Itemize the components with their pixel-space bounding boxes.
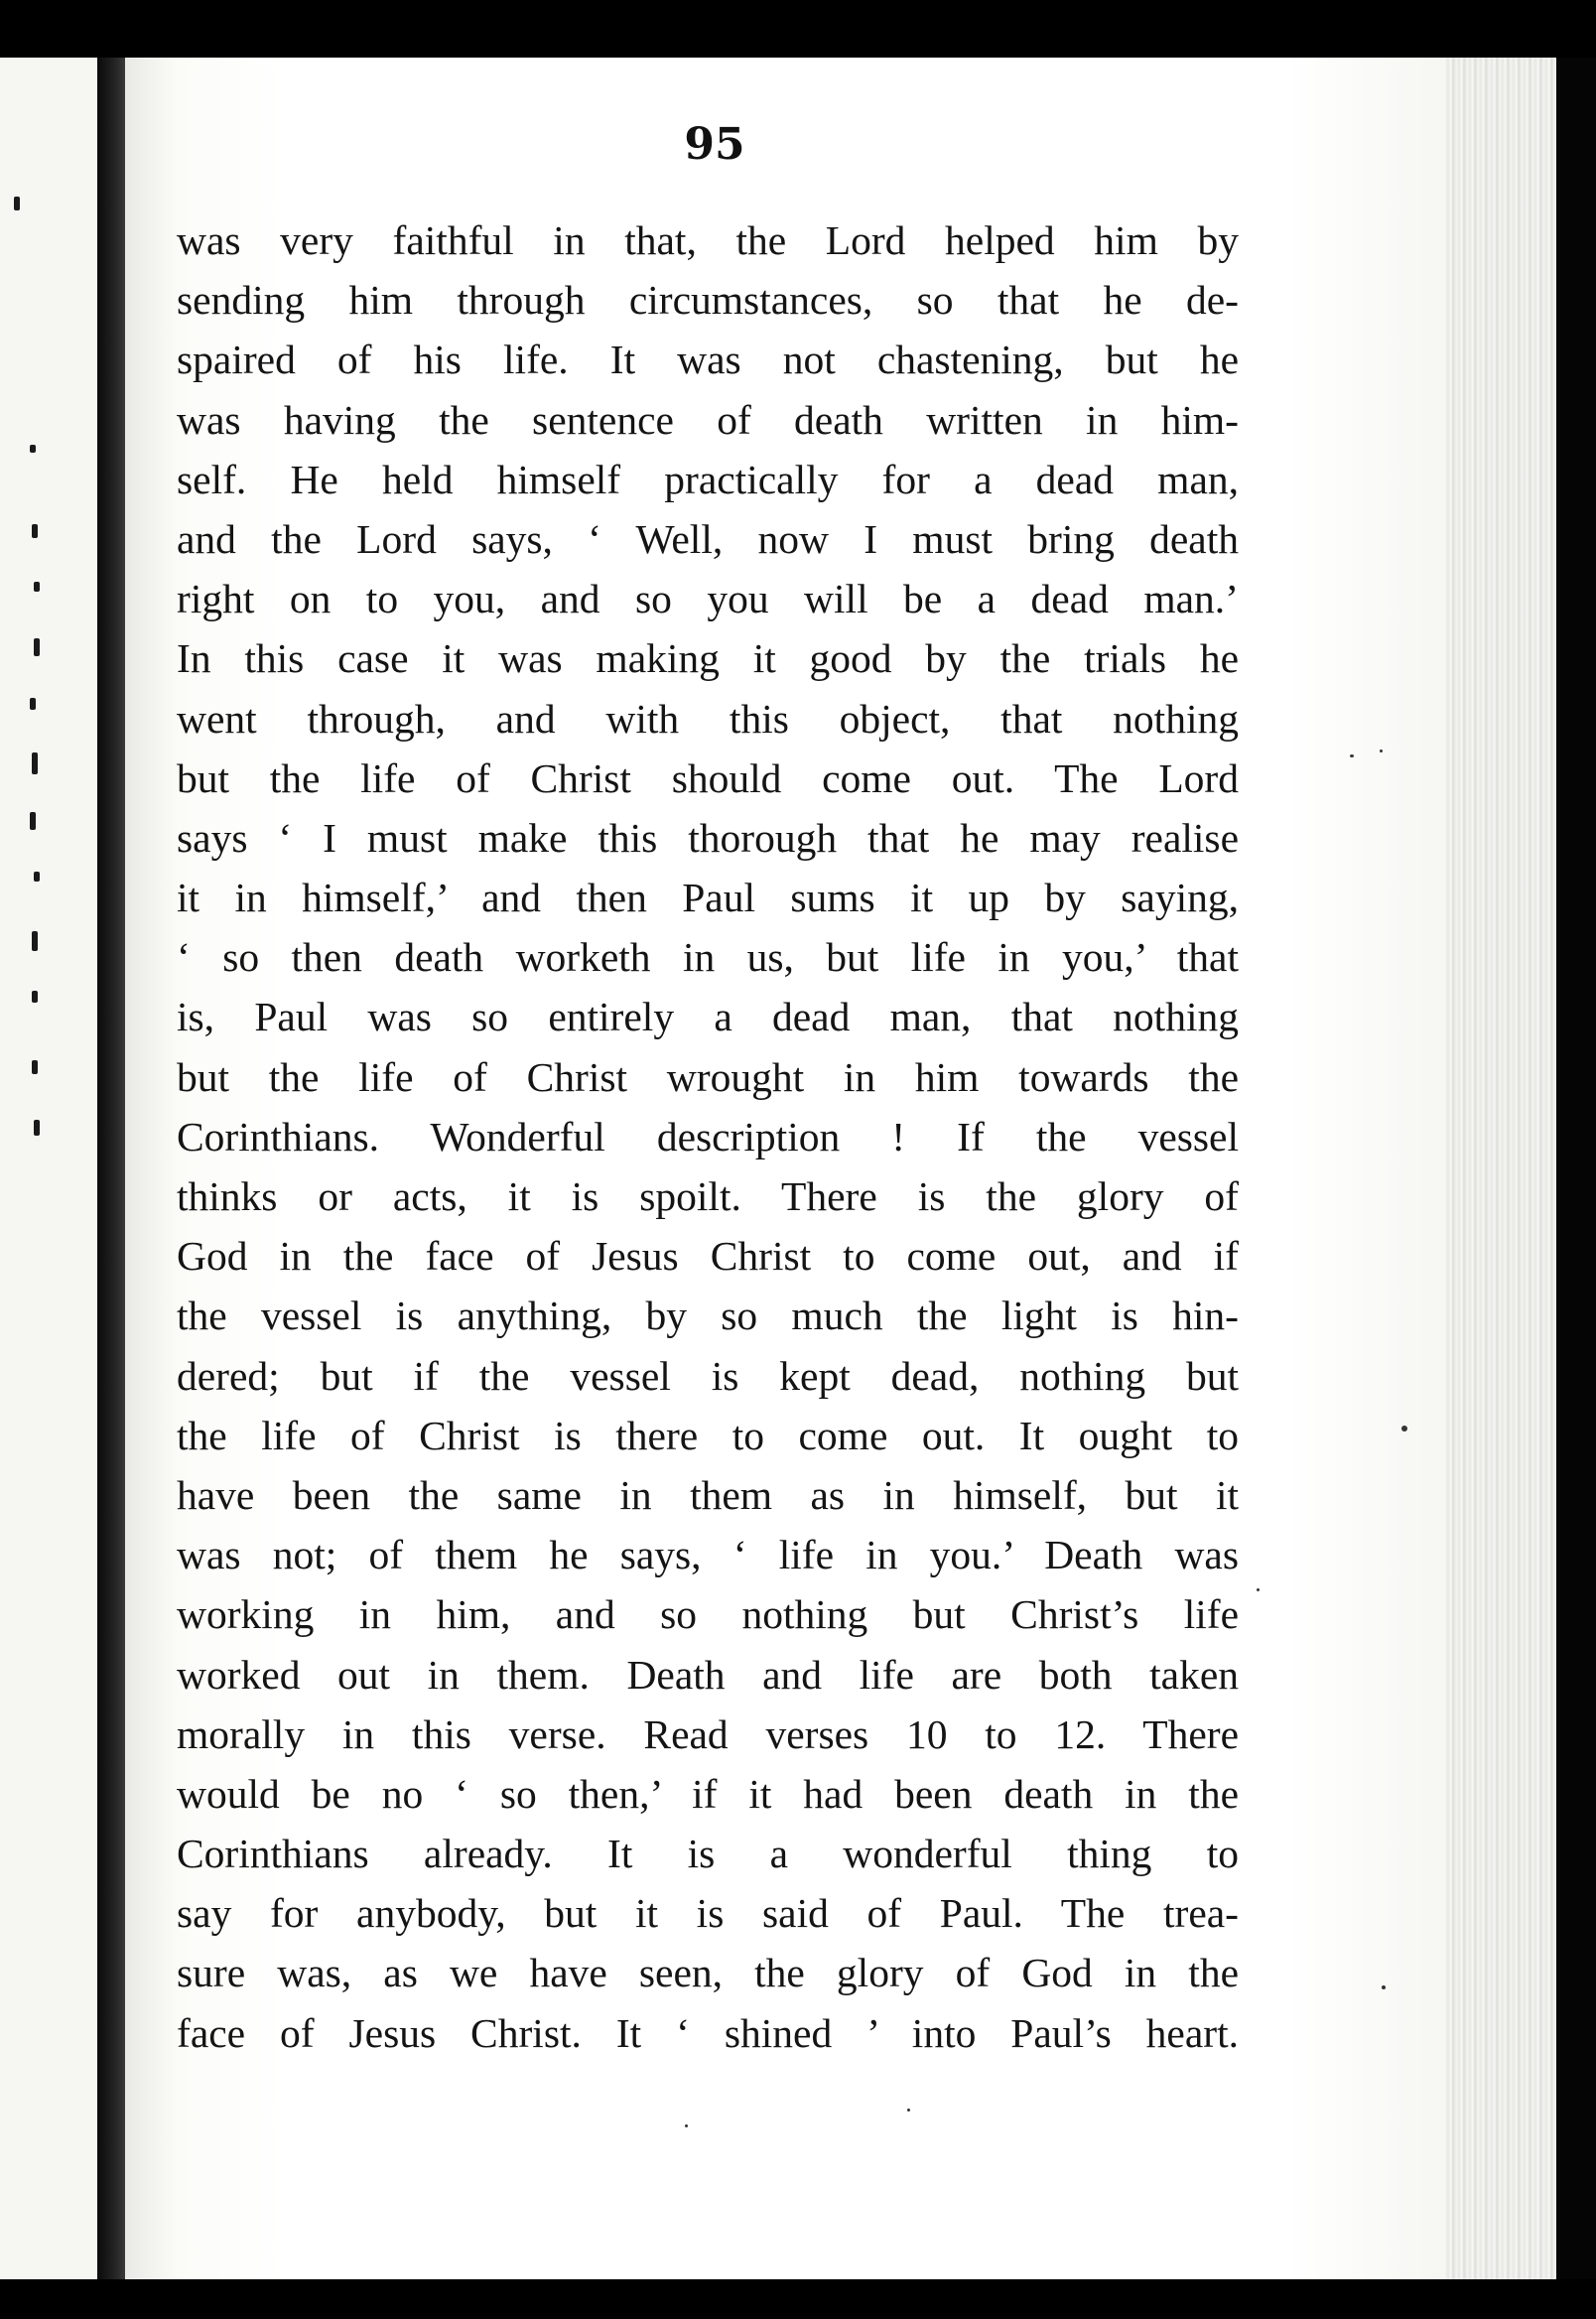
text-line: ‘ so then death worketh in us, but life in you,’ that xyxy=(177,934,1239,981)
text-line: spaired of his life. It was not chastening, but he xyxy=(177,337,1239,383)
text-line: right on to you, and so you will be a dead man.’ xyxy=(177,576,1239,622)
scan-speck xyxy=(1380,750,1383,752)
text-line: In this case it was making it good by the trials he xyxy=(177,635,1239,682)
text-line: working in him, and so nothing but Christ’s life xyxy=(177,1591,1239,1638)
scan-speck xyxy=(685,2124,688,2127)
text-line: would be no ‘ so then,’ if it had been death in the xyxy=(177,1770,1239,1817)
text-line: Corinthians already. It is a wonderful thing to xyxy=(177,1831,1239,1877)
text-line: was having the sentence of death written in him- xyxy=(177,396,1239,443)
text-line: say for anybody, but it is said of Paul. The trea- xyxy=(177,1890,1239,1937)
text-line: the life of Christ is there to come out. It ought to xyxy=(177,1412,1239,1458)
text-line: says ‘ I must make this thorough that he may realise xyxy=(177,814,1239,861)
stacked-page-edges xyxy=(1445,58,1556,2279)
text-line: and the Lord says, ‘ Well, now I must bring death xyxy=(177,515,1239,562)
scan-speck xyxy=(1257,1588,1260,1591)
text-line: God in the face of Jesus Christ to come out, and if xyxy=(177,1233,1239,1280)
text-line: was very faithful in that, the Lord helped him by xyxy=(177,217,1239,263)
scan-border-right xyxy=(1556,58,1596,2279)
scan-speck xyxy=(1382,1985,1386,1989)
text-line: is, Paul was so entirely a dead man, that nothing xyxy=(177,994,1239,1040)
text-line: Corinthians. Wonderful description ! If the vessel xyxy=(177,1113,1239,1160)
text-line: sending him through circumstances, so that he de- xyxy=(177,277,1239,324)
text-line: face of Jesus Christ. It ‘ shined ’ into Paul’s heart. xyxy=(177,2009,1239,2056)
text-line: have been the same in them as in himself, but it xyxy=(177,1471,1239,1518)
text-line: worked out in them. Death and life are both taken xyxy=(177,1651,1239,1698)
text-line: self. He held himself practically for a dead man, xyxy=(177,456,1239,502)
scan-speck xyxy=(907,2109,910,2112)
text-line: but the life of Christ should come out. The Lord xyxy=(177,754,1239,801)
text-line: was not; of them he says, ‘ life in you.’ Death was xyxy=(177,1532,1239,1578)
scan-speck xyxy=(1350,754,1354,757)
text-line: dered; but if the vessel is kept dead, nothing but xyxy=(177,1352,1239,1399)
page-number: 95 xyxy=(684,119,745,170)
scan-speck xyxy=(1401,1426,1407,1432)
text-line: went through, and with this object, that nothing xyxy=(177,695,1239,742)
previous-page-edge xyxy=(0,58,97,2279)
text-line: morally in this verse. Read verses 10 to 12. There xyxy=(177,1710,1239,1757)
text-line: it in himself,’ and then Paul sums it up by saying, xyxy=(177,875,1239,921)
text-line: the vessel is anything, by so much the light is hin- xyxy=(177,1293,1239,1339)
page-body-text xyxy=(177,210,1239,2063)
book-gutter xyxy=(97,58,125,2279)
text-line: but the life of Christ wrought in him towards the xyxy=(177,1053,1239,1100)
text-line: sure was, as we have seen, the glory of God in the xyxy=(177,1950,1239,1996)
text-line: thinks or acts, it is spoilt. There is the glory of xyxy=(177,1173,1239,1219)
